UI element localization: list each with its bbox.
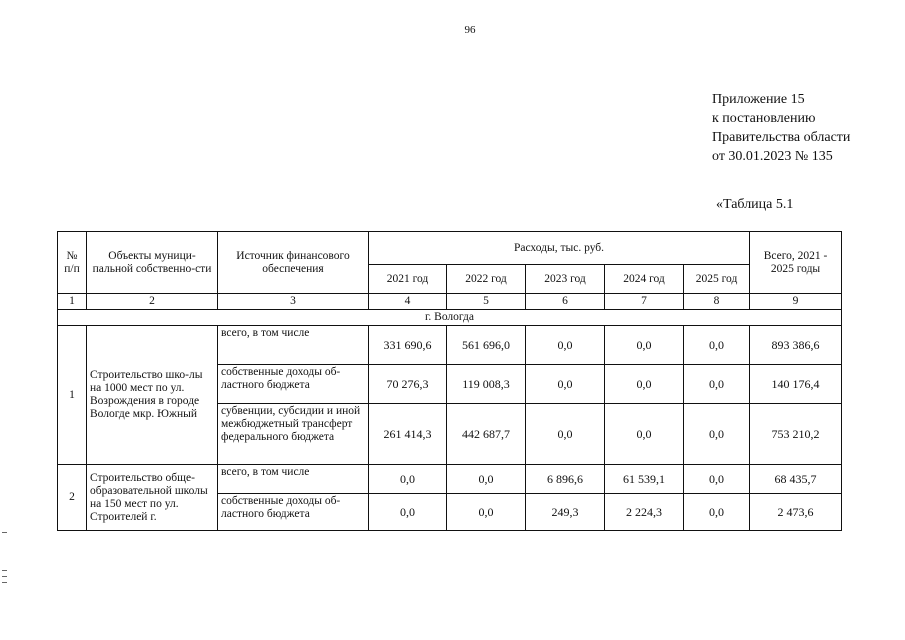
header-total: Всего, 2021 - 2025 годы [750,232,842,294]
col-number: 1 [58,294,87,310]
appendix-line-3: Правительства области [712,130,851,145]
column-numbers-row [58,294,842,310]
header-2022: 2022 год [447,265,526,294]
header-2024: 2024 год [605,265,684,294]
scan-mark [2,532,7,533]
col-number: 3 [218,294,369,310]
table-row [58,326,842,365]
source-cell: всего, в том числе [218,326,369,365]
col-number: 6 [526,294,605,310]
header-source: Источник финансового обеспечения [218,232,369,294]
value-2022: 442 687,7 [447,404,526,465]
col-number: 4 [369,294,447,310]
city-row: г. Вологда [58,310,842,326]
value-2024: 2 224,3 [605,494,684,531]
col-number: 7 [605,294,684,310]
header-objects: Объекты муници-пальной собственно-сти [87,232,218,294]
value-2021: 261 414,3 [369,404,447,465]
table-caption: «Таблица 5.1 [716,197,794,212]
source-cell: всего, в том числе [218,465,369,494]
appendix-header [712,90,850,166]
object-name: Строительство шко-лы на 1000 мест по ул. Возрождения в городе Вологде мкр. Южный [87,326,218,465]
value-2021: 70 276,3 [369,365,447,404]
appendix-line-4: от 30.01.2023 № 135 [712,149,833,164]
value-2025: 0,0 [684,365,750,404]
value-total: 68 435,7 [750,465,842,494]
page-number: 96 [464,24,476,36]
scan-mark [2,570,7,571]
source-cell: субвенции, субсидии и иной межбюджетный трансферт федерального бюджета [218,404,369,465]
value-2023: 0,0 [526,326,605,365]
value-2025: 0,0 [684,465,750,494]
header-2025: 2025 год [684,265,750,294]
appendix-line-2: к постановлению [712,111,816,126]
value-2024: 0,0 [605,326,684,365]
value-2024: 0,0 [605,365,684,404]
value-2025: 0,0 [684,326,750,365]
value-2022: 119 008,3 [447,365,526,404]
value-2023: 6 896,6 [526,465,605,494]
value-2021: 0,0 [369,494,447,531]
col-number: 8 [684,294,750,310]
object-num: 1 [58,326,87,465]
object-num: 2 [58,465,87,531]
value-total: 140 176,4 [750,365,842,404]
value-2023: 0,0 [526,404,605,465]
value-total: 753 210,2 [750,404,842,465]
object-name: Строительство обще-образовательной школы на 150 мест по ул. Строителей г. [87,465,218,531]
header-expenses: Расходы, тыс. руб. [369,232,750,265]
value-2025: 0,0 [684,494,750,531]
value-2024: 61 539,1 [605,465,684,494]
value-total: 893 386,6 [750,326,842,365]
value-total: 2 473,6 [750,494,842,531]
value-2021: 0,0 [369,465,447,494]
scan-mark [2,576,7,577]
source-cell: собственные доходы об-ластного бюджета [218,494,369,531]
header-2023: 2023 год [526,265,605,294]
header-num: № п/п [58,232,87,294]
scan-mark [2,582,7,583]
value-2023: 249,3 [526,494,605,531]
value-2021: 331 690,6 [369,326,447,365]
col-number: 2 [87,294,218,310]
appendix-line-1: Приложение 15 [712,92,805,107]
col-number: 5 [447,294,526,310]
value-2022: 0,0 [447,494,526,531]
value-2022: 0,0 [447,465,526,494]
value-2025: 0,0 [684,404,750,465]
value-2022: 561 696,0 [447,326,526,365]
col-number: 9 [750,294,842,310]
table-row [58,465,842,494]
value-2024: 0,0 [605,404,684,465]
value-2023: 0,0 [526,365,605,404]
source-cell: собственные доходы об-ластного бюджета [218,365,369,404]
expenses-table [57,231,842,531]
header-2021: 2021 год [369,265,447,294]
